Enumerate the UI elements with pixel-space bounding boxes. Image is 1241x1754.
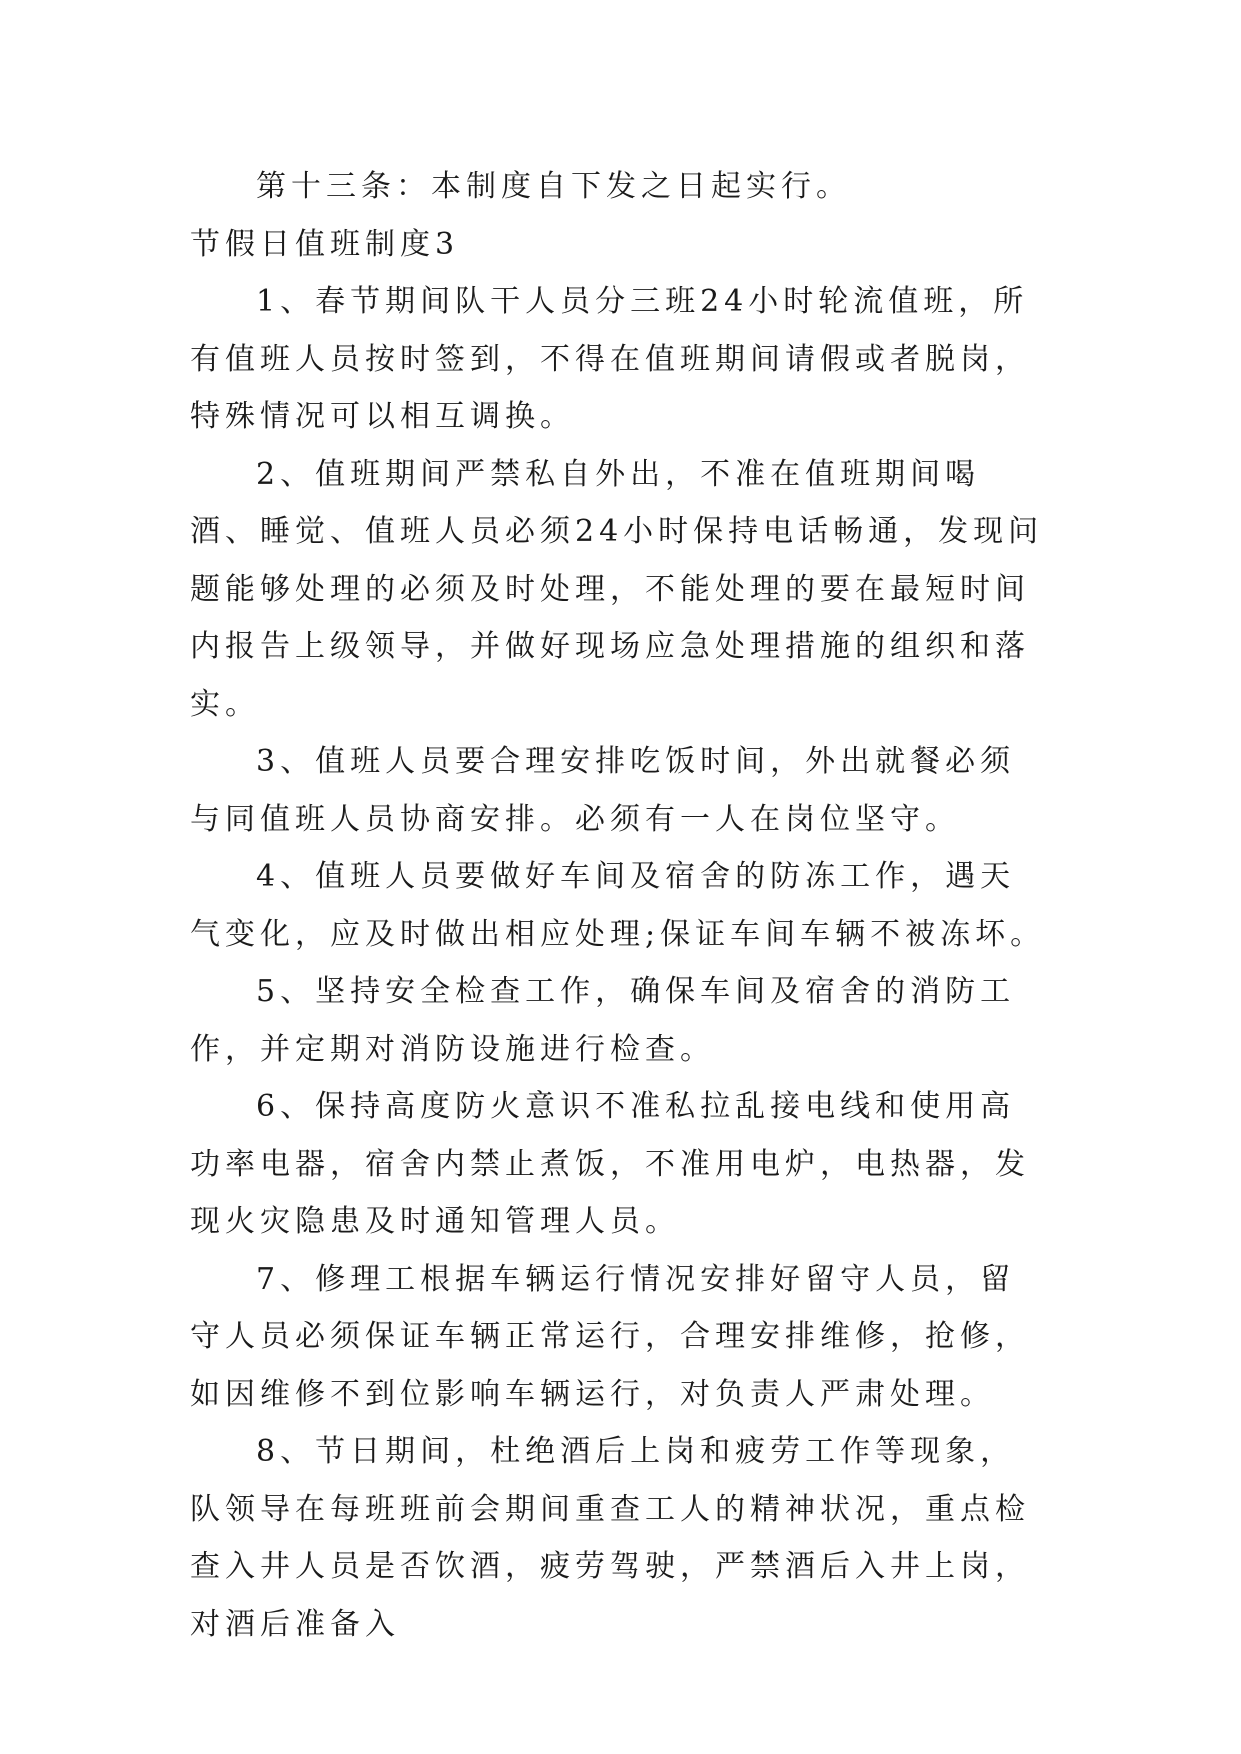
rule-8: 8、节日期间，杜绝酒后上岗和疲劳工作等现象，队领导在每班班前会期间重查工人的精神状况，重点检查入井人员是否饮酒，疲劳驾驶，严禁酒后入井上岗，对酒后准备入 — [190, 1434, 1030, 1642]
rule-3: 3、值班人员要合理安排吃饭时间，外出就餐必须与同值班人员协商安排。必须有一人在岗位坚守。 — [190, 744, 1016, 837]
article-13: 第十三条：本制度自下发之日起实行。 — [256, 169, 851, 204]
rule-4: 4、值班人员要做好车间及宿舍的防冻工作，遇天气变化，应及时做出相应处理;保证车间车辆不被冻坏。 — [190, 859, 1046, 952]
rule-2: 2、值班期间严禁私自外出，不准在值班期间喝酒、睡觉、值班人员必须24小时保持电话畅通，发现问题能够处理的必须及时处理，不能处理的要在最短时间内报告上级领导，并做好现场应急处理措施的组织和落实。 — [190, 456, 1044, 722]
rule-7: 7、修理工根据车辆运行情况安排好留守人员，留守人员必须保证车辆正常运行，合理安排维修，抢修，如因维修不到位影响车辆运行，对负责人严肃处理。 — [190, 1261, 1030, 1412]
rule-5: 5、坚持安全检查工作，确保车间及宿舍的消防工作，并定期对消防设施进行检查。 — [190, 974, 1016, 1067]
section-title: 节假日值班制度3 — [190, 226, 460, 262]
rule-1: 1、春节期间队干人员分三班24小时轮流值班，所有值班人员按时签到，不得在值班期间请假或者脱岗，特殊情况可以相互调换。 — [190, 284, 1030, 434]
rule-6: 6、保持高度防火意识不准私拉乱接电线和使用高功率电器，宿舍内禁止煮饭，不准用电炉，电热器，发现火灾隐患及时通知管理人员。 — [190, 1089, 1030, 1239]
document-body — [190, 158, 1050, 1653]
